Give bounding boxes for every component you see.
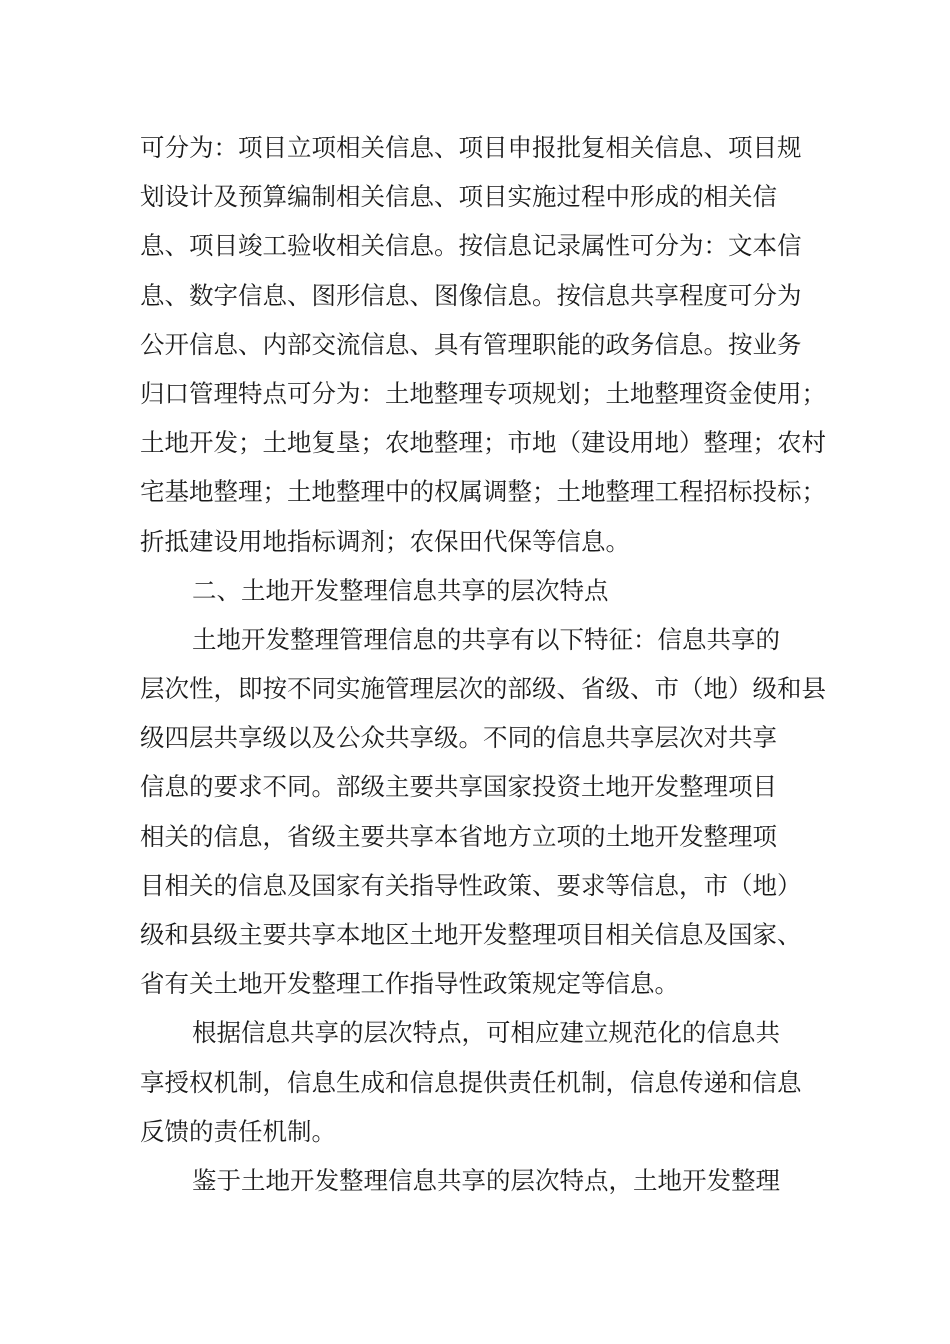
text-line: 划设计及预算编制相关信息、项目实施过程中形成的相关信 bbox=[140, 182, 777, 212]
text-line: 息、数字信息、图形信息、图像信息。按信息共享程度可分为 bbox=[140, 280, 802, 310]
text-line: 反馈的责任机制。 bbox=[140, 1116, 336, 1146]
text-line: 归口管理特点可分为：土地整理专项规划；土地整理资金使用； bbox=[140, 378, 826, 408]
text-line: 公开信息、内部交流信息、具有管理职能的政务信息。按业务 bbox=[140, 329, 802, 359]
text-line: 享授权机制，信息生成和信息提供责任机制，信息传递和信息 bbox=[140, 1067, 802, 1097]
text-line: 折抵建设用地指标调剂；农保田代保等信息。 bbox=[140, 526, 630, 556]
text-line: 土地开发；土地复垦；农地整理；市地（建设用地）整理；农村 bbox=[140, 428, 826, 458]
text-line: 级四层共享级以及公众共享级。不同的信息共享层次对共享 bbox=[140, 723, 777, 753]
text-line: 根据信息共享的层次特点，可相应建立规范化的信息共 bbox=[192, 1018, 780, 1048]
text-line: 层次性，即按不同实施管理层次的部级、省级、市（地）级和县 bbox=[140, 674, 826, 704]
text-line: 目相关的信息及国家有关指导性政策、要求等信息，市（地） bbox=[140, 870, 802, 900]
text-line: 相关的信息，省级主要共享本省地方立项的土地开发整理项 bbox=[140, 821, 777, 851]
text-line: 信息的要求不同。部级主要共享国家投资土地开发整理项目 bbox=[140, 772, 777, 802]
text-line: 宅基地整理；土地整理中的权属调整；土地整理工程招标投标； bbox=[140, 477, 826, 507]
section-heading: 二、土地开发整理信息共享的层次特点 bbox=[192, 575, 609, 605]
text-line: 级和县级主要共享本地区土地开发整理项目相关信息及国家、 bbox=[140, 920, 802, 949]
text-line: 可分为：项目立项相关信息、项目申报批复相关信息、项目规 bbox=[140, 133, 802, 162]
text-line: 土地开发整理管理信息的共享有以下特征：信息共享的 bbox=[192, 624, 780, 654]
text-line: 鉴于土地开发整理信息共享的层次特点，土地开发整理 bbox=[192, 1165, 780, 1195]
text-line: 省有关土地开发整理工作指导性政策规定等信息。 bbox=[140, 969, 679, 999]
body-text bbox=[140, 123, 840, 1205]
text-line: 息、项目竣工验收相关信息。按信息记录属性可分为：文本信 bbox=[140, 231, 802, 261]
